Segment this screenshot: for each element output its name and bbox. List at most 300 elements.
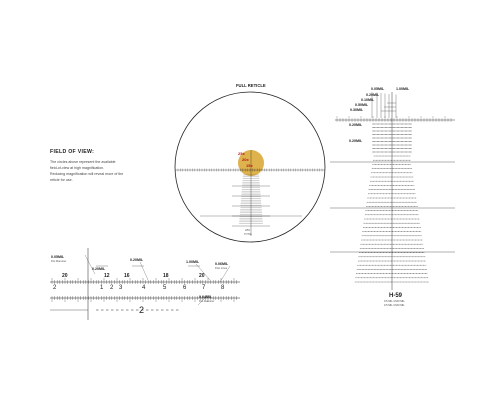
reticle-mark-465 (408, 210, 409, 211)
reticle-mark-363 (372, 189, 373, 190)
reticle-mark-840 (385, 282, 386, 283)
h-callout-1: 0.20MIL (92, 267, 106, 271)
reticle-mark-586 (407, 236, 408, 237)
reticle-mark-439 (387, 206, 388, 207)
reticle-mark-692 (389, 257, 390, 258)
reticle-mark-302 (380, 173, 381, 174)
h-upper-number-3: 16 (124, 273, 130, 279)
reticle-mark-308 (398, 173, 399, 174)
reticle-mark-487 (416, 215, 417, 216)
reticle-mark-808 (367, 278, 368, 279)
reticle-mark-392 (407, 194, 408, 195)
reticle-mark-540 (396, 227, 397, 228)
reticle-mark-600 (385, 240, 386, 241)
reticle-mark-200 (382, 141, 383, 142)
reticle-mark-691 (386, 257, 387, 258)
reticle-mark-449 (417, 206, 418, 207)
tree-side-callout-1: 0.20MIL (349, 123, 363, 127)
reticle-mark-220 (374, 148, 375, 149)
reticle-mark-204 (398, 141, 399, 142)
reticle-mark-502 (403, 219, 404, 220)
h-callout-bottom: 0.04MIL (199, 295, 213, 299)
reticle-mark-720 (400, 261, 401, 262)
reticle-mark-154 (374, 127, 375, 128)
reticle-mark-424 (397, 202, 398, 203)
reticle-mark-171 (398, 131, 399, 132)
reticle-mark-802 (425, 273, 426, 274)
reticle-mark-295 (405, 168, 406, 169)
reticle-mark-380 (371, 194, 372, 195)
reticle-mark-640 (372, 248, 373, 249)
reticle-mark-656 (420, 248, 421, 249)
reticle-mark-376 (411, 189, 412, 190)
reticle-mark-716 (388, 261, 389, 262)
reticle-mark-597 (376, 240, 377, 241)
reticle-mark-749 (414, 265, 415, 266)
reticle-mark-321 (392, 177, 393, 178)
reticle-mark-244 (380, 156, 381, 157)
reticle-mark-160 (398, 127, 399, 128)
reticle-mark-552 (368, 231, 369, 232)
reticle-mark-754 (357, 269, 358, 270)
reticle-mark-279 (399, 164, 400, 165)
reticle-mark-236 (394, 152, 395, 153)
reticle-mark-216 (402, 145, 403, 146)
reticle-mark-183 (402, 134, 403, 135)
reticle-mark-788 (383, 273, 384, 274)
reticle-mark-641 (375, 248, 376, 249)
reticle-mark-217 (406, 145, 407, 146)
reticle-mark-231 (374, 152, 375, 153)
reticle-mark-421 (388, 202, 389, 203)
reticle-mark-515 (382, 223, 383, 224)
reticle-mark-504 (409, 219, 410, 220)
reticle-mark-272 (378, 164, 379, 165)
reticle-mark-261 (388, 160, 389, 161)
reticle-mark-190 (386, 138, 387, 139)
reticle-mark-353 (390, 185, 391, 186)
reticle-mark-233 (382, 152, 383, 153)
reticle-mark-688 (377, 257, 378, 258)
reticle-mark-784 (371, 273, 372, 274)
tree-callout-4: 0.10MIL (361, 98, 375, 102)
reticle-mark-811 (376, 278, 377, 279)
reticle-mark-807 (364, 278, 365, 279)
reticle-mark-790 (389, 273, 390, 274)
reticle-mark-498 (391, 219, 392, 220)
reticle-mark-793 (398, 273, 399, 274)
reticle-mark-429 (412, 202, 413, 203)
reticle-mark-592 (361, 240, 362, 241)
reticle-mark-627 (399, 244, 400, 245)
reticle-mark-407 (400, 198, 401, 199)
reticle-mark-629 (405, 244, 406, 245)
reticle-mark-838 (379, 282, 380, 283)
reticle-mark-184 (406, 134, 407, 135)
reticle-mark-375 (408, 189, 409, 190)
reticle-mark-383 (380, 194, 381, 195)
reticle-mark-693 (392, 257, 393, 258)
reticle-mark-310 (404, 173, 405, 174)
reticle-mark-428 (409, 202, 410, 203)
reticle-mark-481 (398, 215, 399, 216)
reticle-mark-834 (367, 282, 368, 283)
reticle-mark-303 (383, 173, 384, 174)
reticle-mark-328 (413, 177, 414, 178)
reticle-mark-374 (405, 189, 406, 190)
h-callout-bottom-sub: Dot Diameter (199, 300, 215, 303)
reticle-mark-332 (376, 181, 377, 182)
reticle-mark-575 (374, 236, 375, 237)
reticle-mark-765 (390, 269, 391, 270)
reticle-mark-422 (391, 202, 392, 203)
h-callout-3: 1.00MIL (186, 260, 200, 264)
reticle-mark-766 (393, 269, 394, 270)
reticle-mark-492 (373, 219, 374, 220)
reticle-mark-414 (367, 202, 368, 203)
reticle-mark-172 (402, 131, 403, 132)
reticle-mark-661 (365, 252, 366, 253)
h-upper-number-1: 20 (62, 273, 68, 279)
reticle-mark-789 (386, 273, 387, 274)
reticle-mark-684 (365, 257, 366, 258)
reticle-mark-599 (382, 240, 383, 241)
reticle-mark-169 (390, 131, 391, 132)
reticle-mark-205 (402, 141, 403, 142)
reticle-mark-601 (388, 240, 389, 241)
reticle-mark-697 (404, 257, 405, 258)
reticle-mark-521 (400, 223, 401, 224)
reticle-mark-511 (370, 223, 371, 224)
reticle-mark-300 (374, 173, 375, 174)
reticle-mark-382 (377, 194, 378, 195)
reticle-mark-825 (418, 278, 419, 279)
reticle-mark-322 (395, 177, 396, 178)
reticle-mark-457 (384, 210, 385, 211)
reticle-mark-415 (370, 202, 371, 203)
reticle-mark-213 (390, 145, 391, 146)
reticle-mark-670 (392, 252, 393, 253)
reticle-mark-340 (400, 181, 401, 182)
reticle-mark-776 (423, 269, 424, 270)
reticle-mark-676 (410, 252, 411, 253)
reticle-mark-523 (406, 223, 407, 224)
reticle-mark-637 (363, 248, 364, 249)
reticle-mark-294 (402, 168, 403, 169)
reticle-mark-471 (368, 215, 369, 216)
reticle-mark-665 (377, 252, 378, 253)
reticle-mark-288 (384, 168, 385, 169)
reticle-mark-293 (399, 168, 400, 169)
reticle-mark-812 (379, 278, 380, 279)
reticle-mark-490 (367, 219, 368, 220)
reticle-mark-478 (389, 215, 390, 216)
reticle-mark-282 (408, 164, 409, 165)
reticle-mark-574 (371, 236, 372, 237)
reticle-mark-252 (404, 156, 405, 157)
reticle-mark-736 (375, 265, 376, 266)
reticle-mark-518 (391, 223, 392, 224)
reticle-mark-639 (369, 248, 370, 249)
reticle-mark-587 (410, 236, 411, 237)
reticle-mark-786 (377, 273, 378, 274)
reticle-mark-822 (409, 278, 410, 279)
reticle-mark-708 (364, 261, 365, 262)
reticle-mark-767 (396, 269, 397, 270)
reticle-mark-165 (374, 131, 375, 132)
reticle-mark-805 (358, 278, 359, 279)
reticle-mark-566 (410, 231, 411, 232)
reticle-mark-732 (363, 265, 364, 266)
reticle-mark-472 (371, 215, 372, 216)
reticle-mark-690 (383, 257, 384, 258)
reticle-mark-386 (389, 194, 390, 195)
reticle-mark-491 (370, 219, 371, 220)
reticle-mark-470 (365, 215, 366, 216)
reticle-mark-711 (373, 261, 374, 262)
reticle-mark-775 (420, 269, 421, 270)
reticle-mark-781 (362, 273, 363, 274)
reticle-mark-520 (397, 223, 398, 224)
reticle-mark-851 (418, 282, 419, 283)
reticle-mark-731 (360, 265, 361, 266)
reticle-mark-657 (423, 248, 424, 249)
reticle-mark-434 (372, 206, 373, 207)
reticle-mark-585 (404, 236, 405, 237)
reticle-mark-737 (378, 265, 379, 266)
reticle-mark-554 (374, 231, 375, 232)
reticle-mark-678 (416, 252, 417, 253)
reticle-mark-174 (410, 131, 411, 132)
reticle-mark-265 (400, 160, 401, 161)
reticle-mark-159 (394, 127, 395, 128)
reticle-mark-571 (362, 236, 363, 237)
reticle-mark-207 (410, 141, 411, 142)
reticle-mark-436 (378, 206, 379, 207)
reticle-mark-680 (422, 252, 423, 253)
reticle-mark-262 (391, 160, 392, 161)
reticle-mark-354 (393, 185, 394, 186)
reticle-mark-649 (399, 248, 400, 249)
reticle-mark-643 (381, 248, 382, 249)
reticle-mark-330 (370, 181, 371, 182)
reticle-mark-494 (379, 219, 380, 220)
reticle-mark-456 (381, 210, 382, 211)
reticle-mark-420 (385, 202, 386, 203)
reticle-mark-176 (374, 134, 375, 135)
reticle-mark-297 (411, 168, 412, 169)
reticle-mark-365 (378, 189, 379, 190)
reticle-mark-194 (402, 138, 403, 139)
reticle-mark-437 (381, 206, 382, 207)
reticle-mark-833 (364, 282, 365, 283)
reticle-mark-390 (401, 194, 402, 195)
reticle-mark-842 (391, 282, 392, 283)
reticle-mark-653 (411, 248, 412, 249)
model-name: H-59 (389, 293, 403, 299)
reticle-mark-299 (371, 173, 372, 174)
reticle-mark-173 (406, 131, 407, 132)
reticle-mark-253 (407, 156, 408, 157)
reticle-mark-150 (402, 124, 403, 125)
reticle-mark-501 (400, 219, 401, 220)
reticle-mark-616 (366, 244, 367, 245)
h-upper-number-2: 12 (104, 273, 110, 279)
reticle-mark-360 (411, 185, 412, 186)
reticle-mark-845 (400, 282, 401, 283)
reticle-mark-563 (401, 231, 402, 232)
reticle-mark-245 (383, 156, 384, 157)
reticle-mark-257 (376, 160, 377, 161)
reticle-mark-843 (394, 282, 395, 283)
reticle-mark-202 (390, 141, 391, 142)
h-callout-right-sub: Post Lines (215, 267, 228, 270)
reticle-mark-147 (390, 124, 391, 125)
reticle-mark-181 (394, 134, 395, 135)
reticle-mark-412 (415, 198, 416, 199)
reticle-mark-1024 (140, 262, 148, 280)
reticle-mark-809 (370, 278, 371, 279)
reticle-mark-185 (410, 134, 411, 135)
reticle-mark-572 (365, 236, 366, 237)
reticle-mark-348 (375, 185, 376, 186)
reticle-mark-389 (398, 194, 399, 195)
reticle-mark-631 (411, 244, 412, 245)
reticle-mark-489 (364, 219, 365, 220)
h-lower-number-4: 3 (119, 285, 123, 291)
reticle-mark-734 (369, 265, 370, 266)
reticle-mark-799 (416, 273, 417, 274)
reticle-mark-224 (390, 148, 391, 149)
reticle-mark-595 (370, 240, 371, 241)
reticle-mark-238 (402, 152, 403, 153)
reticle-mark-316 (377, 177, 378, 178)
reticle-mark-468 (417, 210, 418, 211)
reticle-mark-701 (416, 257, 417, 258)
reticle-mark-400 (379, 198, 380, 199)
reticle-mark-826 (421, 278, 422, 279)
reticle-mark-590 (419, 236, 420, 237)
reticle-mark-305 (389, 173, 390, 174)
reticle-mark-355 (396, 185, 397, 186)
reticle-mark-179 (386, 134, 387, 135)
reticle-mark-854 (427, 282, 428, 283)
reticle-mark-710 (370, 261, 371, 262)
model-subtitle-2: 0.5 MIL 3 MO MIL (384, 304, 405, 307)
reticle-mark-604 (397, 240, 398, 241)
reticle-mark-496 (385, 219, 386, 220)
reticle-mark-687 (374, 257, 375, 258)
reticle-mark-712 (376, 261, 377, 262)
reticle-mark-551 (365, 231, 366, 232)
model-subtitle-1: 0.5 MIL 4 MO MIL (384, 300, 405, 303)
reticle-mark-606 (403, 240, 404, 241)
reticle-mark-319 (386, 177, 387, 178)
reticle-mark-848 (409, 282, 410, 283)
reticle-mark-430 (415, 202, 416, 203)
reticle-mark-593 (364, 240, 365, 241)
h-lower-number-6: 5 (163, 285, 167, 291)
reticle-mark-284 (372, 168, 373, 169)
reticle-mark-507 (418, 219, 419, 220)
reticle-mark-226 (398, 148, 399, 149)
reticle-mark-170 (394, 131, 395, 132)
reticle-mark-350 (381, 185, 382, 186)
reticle-mark-650 (402, 248, 403, 249)
reticle-mark-724 (412, 261, 413, 262)
reticle-mark-673 (401, 252, 402, 253)
reticle-mark-250 (398, 156, 399, 157)
tree-callout-1: 0.05MIL (371, 87, 385, 91)
reticle-mark-433 (369, 206, 370, 207)
reticle-mark-625 (393, 244, 394, 245)
reticle-mark-221 (378, 148, 379, 149)
reticle-mark-757 (366, 269, 367, 270)
reticle-mark-715 (385, 261, 386, 262)
reticle-mark-326 (407, 177, 408, 178)
reticle-mark-617 (369, 244, 370, 245)
reticle-mark-525 (412, 223, 413, 224)
reticle-mark-527 (418, 223, 419, 224)
reticle-mark-558 (386, 231, 387, 232)
reticle-mark-727 (421, 261, 422, 262)
reticle-mark-773 (414, 269, 415, 270)
reticle-mark-652 (408, 248, 409, 249)
reticle-mark-292 (396, 168, 397, 169)
reticle-mark-849 (412, 282, 413, 283)
reticle-mark-522 (403, 223, 404, 224)
reticle-mark-852 (421, 282, 422, 283)
reticle-mark-694 (395, 257, 396, 258)
reticle-mark-325 (404, 177, 405, 178)
reticle-mark-155 (378, 127, 379, 128)
reticle-mark-275 (387, 164, 388, 165)
reticle-mark-192 (394, 138, 395, 139)
reticle-mark-417 (376, 202, 377, 203)
reticle-mark-667 (383, 252, 384, 253)
reticle-mark-193 (398, 138, 399, 139)
reticle-mark-149 (398, 124, 399, 125)
reticle-mark-674 (404, 252, 405, 253)
reticle-mark-480 (395, 215, 396, 216)
reticle-mark-770 (405, 269, 406, 270)
reticle-mark-611 (418, 240, 419, 241)
reticle-mark-331 (373, 181, 374, 182)
reticle-mark-725 (415, 261, 416, 262)
reticle-mark-391 (404, 194, 405, 195)
reticle-mark-824 (415, 278, 416, 279)
reticle-mark-796 (407, 273, 408, 274)
reticle-mark-513 (376, 223, 377, 224)
reticle-mark-177 (378, 134, 379, 135)
h-callout-left: 0.05MIL (51, 255, 65, 259)
reticle-mark-218 (410, 145, 411, 146)
reticle-mark-730 (357, 265, 358, 266)
reticle-mark-467 (414, 210, 415, 211)
reticle-mark-596 (373, 240, 374, 241)
reticle-mark-157 (386, 127, 387, 128)
reticle-mark-698 (407, 257, 408, 258)
reticle-mark-483 (404, 215, 405, 216)
reticle-mark-426 (403, 202, 404, 203)
reticle-mark-509 (364, 223, 365, 224)
reticle-mark-815 (388, 278, 389, 279)
reticle-mark-211 (382, 145, 383, 146)
reticle-mark-459 (390, 210, 391, 211)
reticle-mark-762 (381, 269, 382, 270)
reticle-mark-660 (362, 252, 363, 253)
reticle-mark-704 (425, 257, 426, 258)
